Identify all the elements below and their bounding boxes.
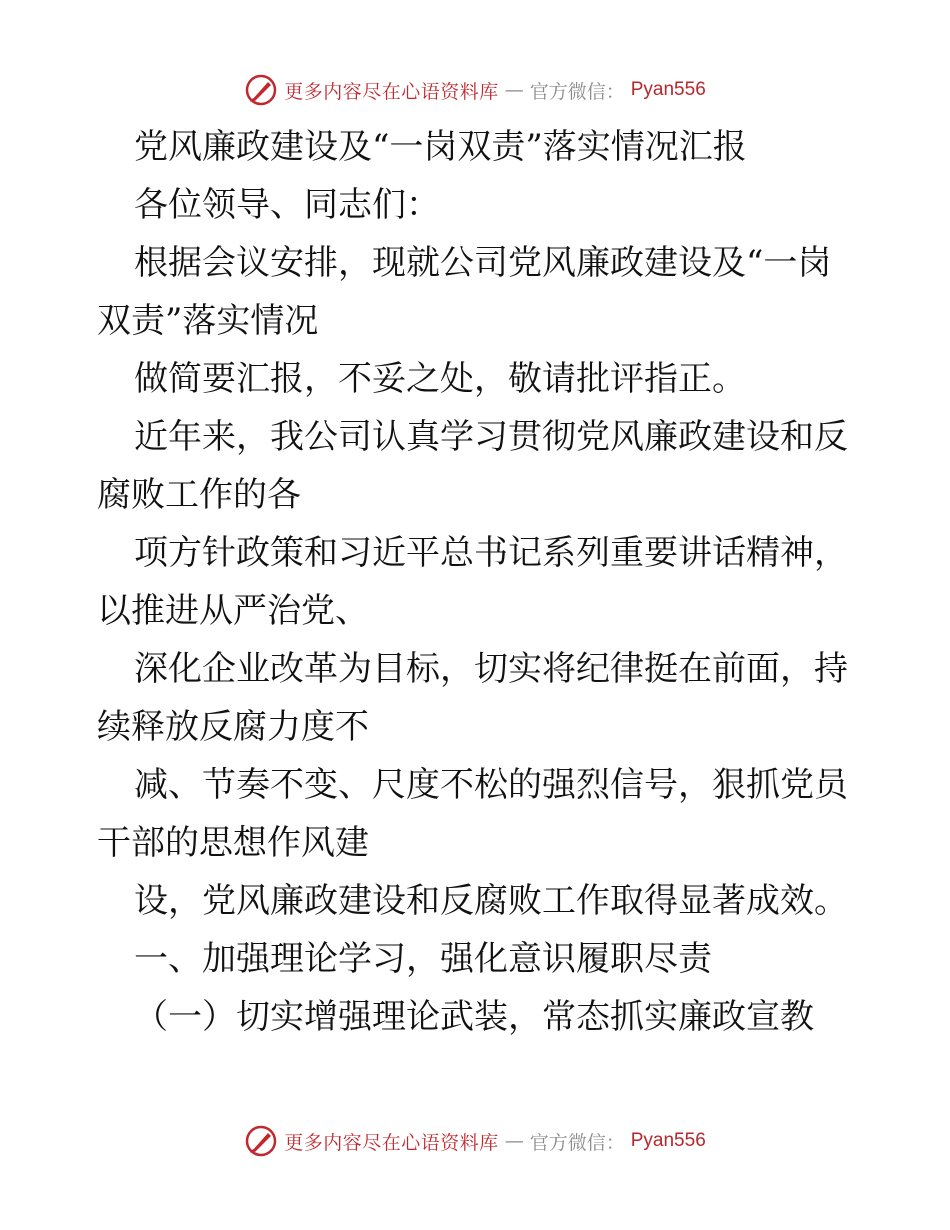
quill-pen-logo-icon bbox=[244, 1124, 278, 1158]
section-heading: 一、加强理论学习，强化意识履职尽责 bbox=[134, 939, 712, 979]
watermark-brand-text: 更多内容尽在心语资料库 bbox=[284, 80, 499, 103]
paragraph-line: 设，党风廉政建设和反腐败工作取得显著成效。 bbox=[134, 881, 848, 921]
paragraph-line: 腐败工作的各 bbox=[97, 475, 301, 515]
paragraph-line: 以推进从严治党、 bbox=[97, 591, 369, 631]
paragraph-line: 近年来，我公司认真学习贯彻党风廉政建设和反 bbox=[134, 417, 848, 457]
subsection-heading: （一）切实增强理论武装，常态抓实廉政宣教 bbox=[134, 997, 814, 1037]
quill-pen-logo-icon bbox=[244, 73, 278, 107]
watermark-contact-id: Pyan556 bbox=[630, 1130, 706, 1151]
paragraph-line: 做简要汇报，不妥之处，敬请批评指正。 bbox=[134, 359, 746, 399]
document-body bbox=[97, 118, 857, 1046]
paragraph-line: 双责”落实情况 bbox=[97, 301, 319, 341]
watermark-separator: — bbox=[504, 79, 524, 101]
paragraph-line: 减、节奏不变、尺度不松的强烈信号，狠抓党员 bbox=[134, 765, 848, 805]
watermark-brand-text: 更多内容尽在心语资料库 bbox=[284, 1131, 499, 1154]
paragraph-line: 干部的思想作风建 bbox=[97, 823, 369, 863]
watermark-contact-id: Pyan556 bbox=[630, 79, 706, 100]
salutation: 各位领导、同志们： bbox=[134, 185, 440, 225]
document-title: 党风廉政建设及“一岗双责”落实情况汇报 bbox=[134, 127, 747, 167]
paragraph-line: 深化企业改革为目标，切实将纪律挺在前面，持 bbox=[134, 649, 848, 689]
paragraph-line: 续释放反腐力度不 bbox=[97, 707, 369, 747]
header-watermark bbox=[0, 70, 950, 110]
paragraph-line: 根据会议安排，现就公司党风廉政建设及“一岗 bbox=[134, 243, 832, 283]
footer-watermark bbox=[0, 1121, 950, 1161]
paragraph-line: 项方针政策和习近平总书记系列重要讲话精神， bbox=[134, 533, 848, 573]
watermark-contact-label: 官方微信： bbox=[529, 1131, 625, 1154]
watermark-separator: — bbox=[504, 1130, 524, 1152]
watermark-contact-label: 官方微信： bbox=[529, 80, 625, 103]
